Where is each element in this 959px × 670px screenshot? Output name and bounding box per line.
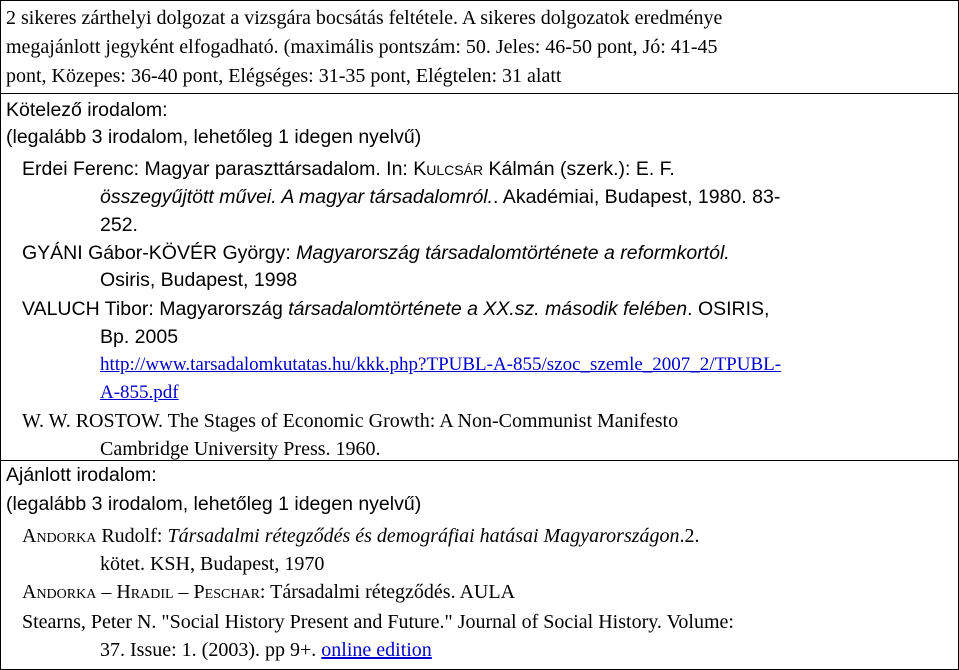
ref-valuch-line-2: Bp. 2005	[100, 326, 179, 348]
recommended-lit-heading: Ajánlott irodalom:	[6, 464, 157, 486]
ref-rostow-line-2: Cambridge University Press. 1960.	[100, 438, 381, 460]
row-divider	[0, 93, 959, 94]
ref-rostow-line-1: W. W. ROSTOW. The Stages of Economic Growth: A Non-Communist Manifesto	[22, 410, 679, 432]
ref-gyani-line-2: Osiris, Budapest, 1998	[100, 269, 298, 291]
ref-andorka-line-2: kötet. KSH, Budapest, 1970	[100, 553, 325, 575]
ref-erdei-line-1: Erdei Ferenc: Magyar paraszttársadalom. In: Kulcsár Kálmán (szerk.): E. F.	[22, 158, 675, 180]
ref-stearns-line-1: Stearns, Peter N. "Social History Present and Future." Journal of Social History. Volume:	[22, 611, 734, 633]
requirements-line-2: megajánlott jegyként elfogadható. (maximális pontszám: 50. Jeles: 46-50 pont, Jó: 41-45	[6, 36, 718, 58]
ref-url-link-line-1[interactable]: http://www.tarsadalomkutatas.hu/kkk.php?TPUBL-A-855/szoc_szemle_2007_2/TPUBL-	[100, 354, 782, 375]
requirements-line-1: 2 sikeres zárthelyi dolgozat a vizsgára bocsátás feltétele. A sikeres dolgozatok eredménye	[6, 7, 723, 29]
required-lit-note: (legalább 3 irodalom, lehetőleg 1 idegen nyelvű)	[6, 126, 422, 148]
online-edition-link[interactable]: online edition	[321, 639, 432, 661]
required-lit-heading: Kötelező irodalom:	[6, 99, 168, 121]
ref-stearns-line-2: 37. Issue: 1. (2003). pp 9+. online edition	[100, 639, 432, 661]
ref-url-link-line-2[interactable]: A-855.pdf	[100, 382, 179, 403]
recommended-lit-note: (legalább 3 irodalom, lehetőleg 1 idegen nyelvű)	[6, 493, 422, 515]
ref-gyani-line-1: GYÁNI Gábor-KÖVÉR György: Magyarország társadalomtörténete a reformkortól.	[22, 242, 730, 264]
ref-andorka-line-1: Andorka Rudolf: Társadalmi rétegződés és demográfiai hatásai Magyarországon.2.	[22, 525, 700, 547]
requirements-line-3: pont, Közepes: 36-40 pont, Elégséges: 31-35 pont, Elégtelen: 31 alatt	[6, 65, 562, 87]
ref-erdei-line-3: 252.	[100, 214, 138, 236]
ref-andorka-hradil-peschar: Andorka – Hradil – Peschar: Társadalmi rétegződés. AULA	[22, 581, 516, 603]
ref-erdei-line-2: összegyűjtött művei. A magyar társadalomról.. Akadémiai, Budapest, 1980. 83-	[100, 186, 781, 208]
row-divider	[0, 460, 959, 461]
ref-valuch-line-1: VALUCH Tibor: Magyarország társadalomtörténete a XX.sz. második felében. OSIRIS,	[22, 298, 770, 320]
